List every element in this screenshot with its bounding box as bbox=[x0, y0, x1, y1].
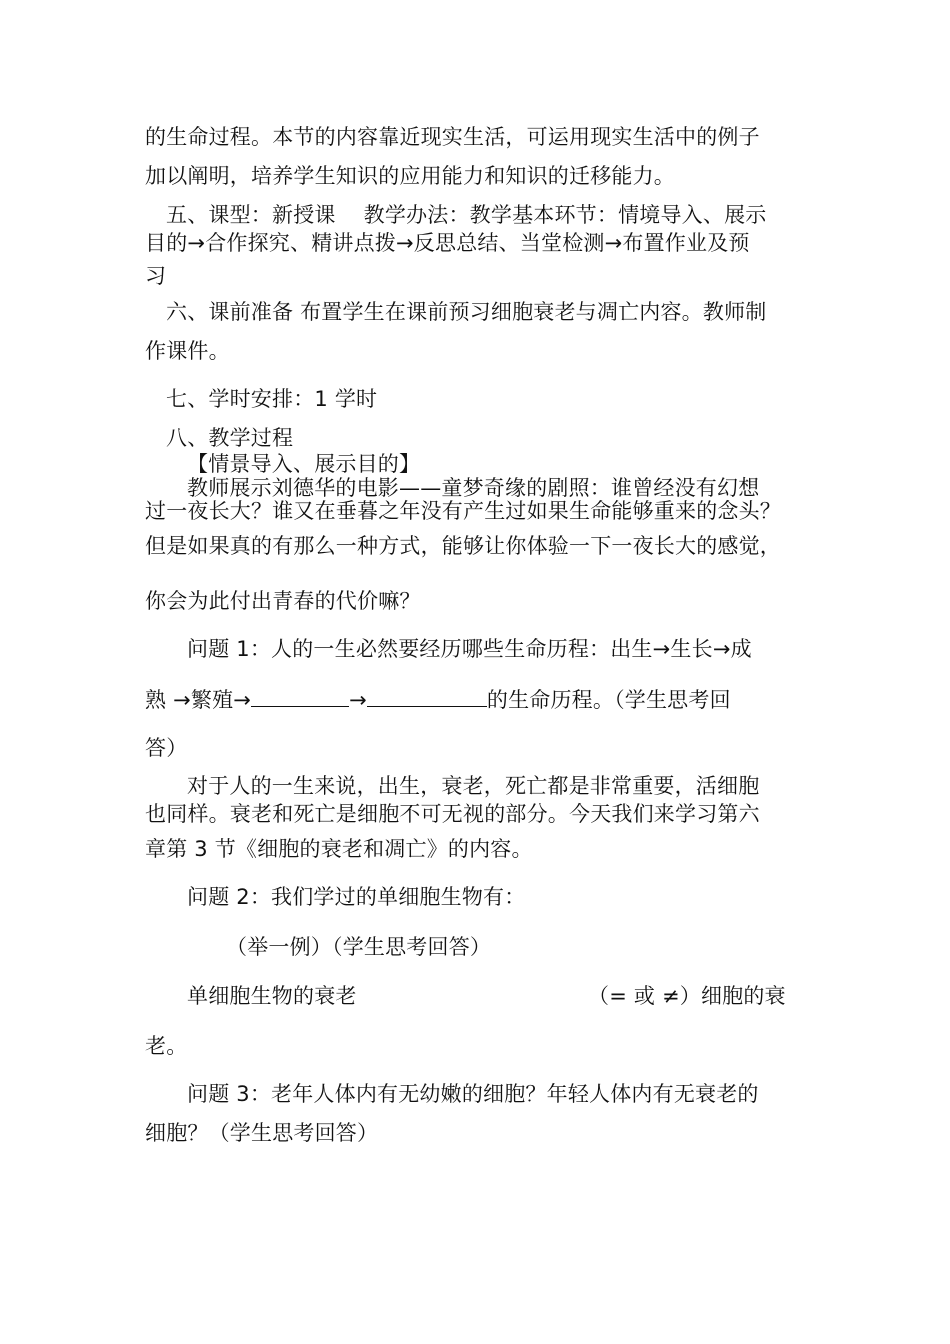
section8: 八、教学过程 bbox=[166, 426, 294, 450]
question1-line-2 bbox=[145, 686, 731, 713]
lead-in-line-4: 你会为此付出青春的代价嘛？ bbox=[145, 589, 421, 613]
lead-in-line-2: 过一夜长大？谁又在垂暮之年没有产生过如果生命能够重来的念头？ bbox=[145, 499, 781, 523]
section5-line-1: 五、课型：新授课 教学办法：教学基本环节：情境导入、展示 bbox=[166, 203, 767, 227]
question1-text-b: → bbox=[349, 688, 367, 712]
section6-line-2: 作课件。 bbox=[145, 339, 230, 363]
question1-text-c: 的生命历程。（学生思考回 bbox=[486, 688, 731, 712]
question3-line-2: 细胞？（学生思考回答） bbox=[145, 1121, 379, 1145]
fill-in-blank-2[interactable] bbox=[367, 686, 487, 707]
question1-line-3: 答） bbox=[145, 736, 188, 760]
intro-line-2: 加以阐明，培养学生知识的应用能力和知识的迁移能力。 bbox=[145, 164, 675, 188]
lead-in-line-3: 但是如果真的有那么一种方式，能够让你体验一下一夜长大的感觉， bbox=[145, 534, 781, 558]
question1-text-a: 熟 →繁殖→ bbox=[145, 688, 252, 712]
question2-line-3b: （= 或 ≠）细胞的衰 bbox=[588, 984, 786, 1008]
section5-line-2: 目的→合作探究、精讲点拨→反思总结、当堂检测→布置作业及预 bbox=[145, 231, 750, 255]
lead-in-line-1: 教师展示刘德华的电影——童梦奇缘的剧照：谁曾经没有幻想 bbox=[187, 476, 760, 500]
question1-line-1: 问题 1：人的一生必然要经历哪些生命历程：出生→生长→成 bbox=[187, 637, 752, 661]
question2-line-1: 问题 2：我们学过的单细胞生物有： bbox=[187, 885, 526, 909]
question2-line-4: 老。 bbox=[145, 1034, 188, 1058]
fill-in-blank-1[interactable] bbox=[251, 686, 349, 707]
question2-line-3a: 单细胞生物的衰老 bbox=[187, 984, 357, 1008]
section6-line-1: 六、课前准备 布置学生在课前预习细胞衰老与凋亡内容。教师制 bbox=[166, 300, 767, 324]
intro-line-1: 的生命过程。本节的内容靠近现实生活，可运用现实生活中的例子 bbox=[145, 125, 760, 149]
section7: 七、学时安排：1 学时 bbox=[166, 387, 378, 411]
section5-line-3: 习 bbox=[145, 264, 167, 288]
paragraph-line-3: 章第 3 节《细胞的衰老和凋亡》的内容。 bbox=[145, 837, 533, 861]
question3-line-1: 问题 3：老年人体内有无幼嫩的细胞？年轻人体内有无衰老的 bbox=[187, 1082, 759, 1106]
question2-line-2: （举一例）（学生思考回答） bbox=[226, 935, 492, 959]
section8-heading: 【情景导入、展示目的】 bbox=[187, 452, 421, 476]
paragraph-line-1: 对于人的一生来说，出生，衰老，死亡都是非常重要，活细胞 bbox=[187, 774, 760, 798]
paragraph-line-2: 也同样。衰老和死亡是细胞不可无视的部分。今天我们来学习第六 bbox=[145, 802, 760, 826]
